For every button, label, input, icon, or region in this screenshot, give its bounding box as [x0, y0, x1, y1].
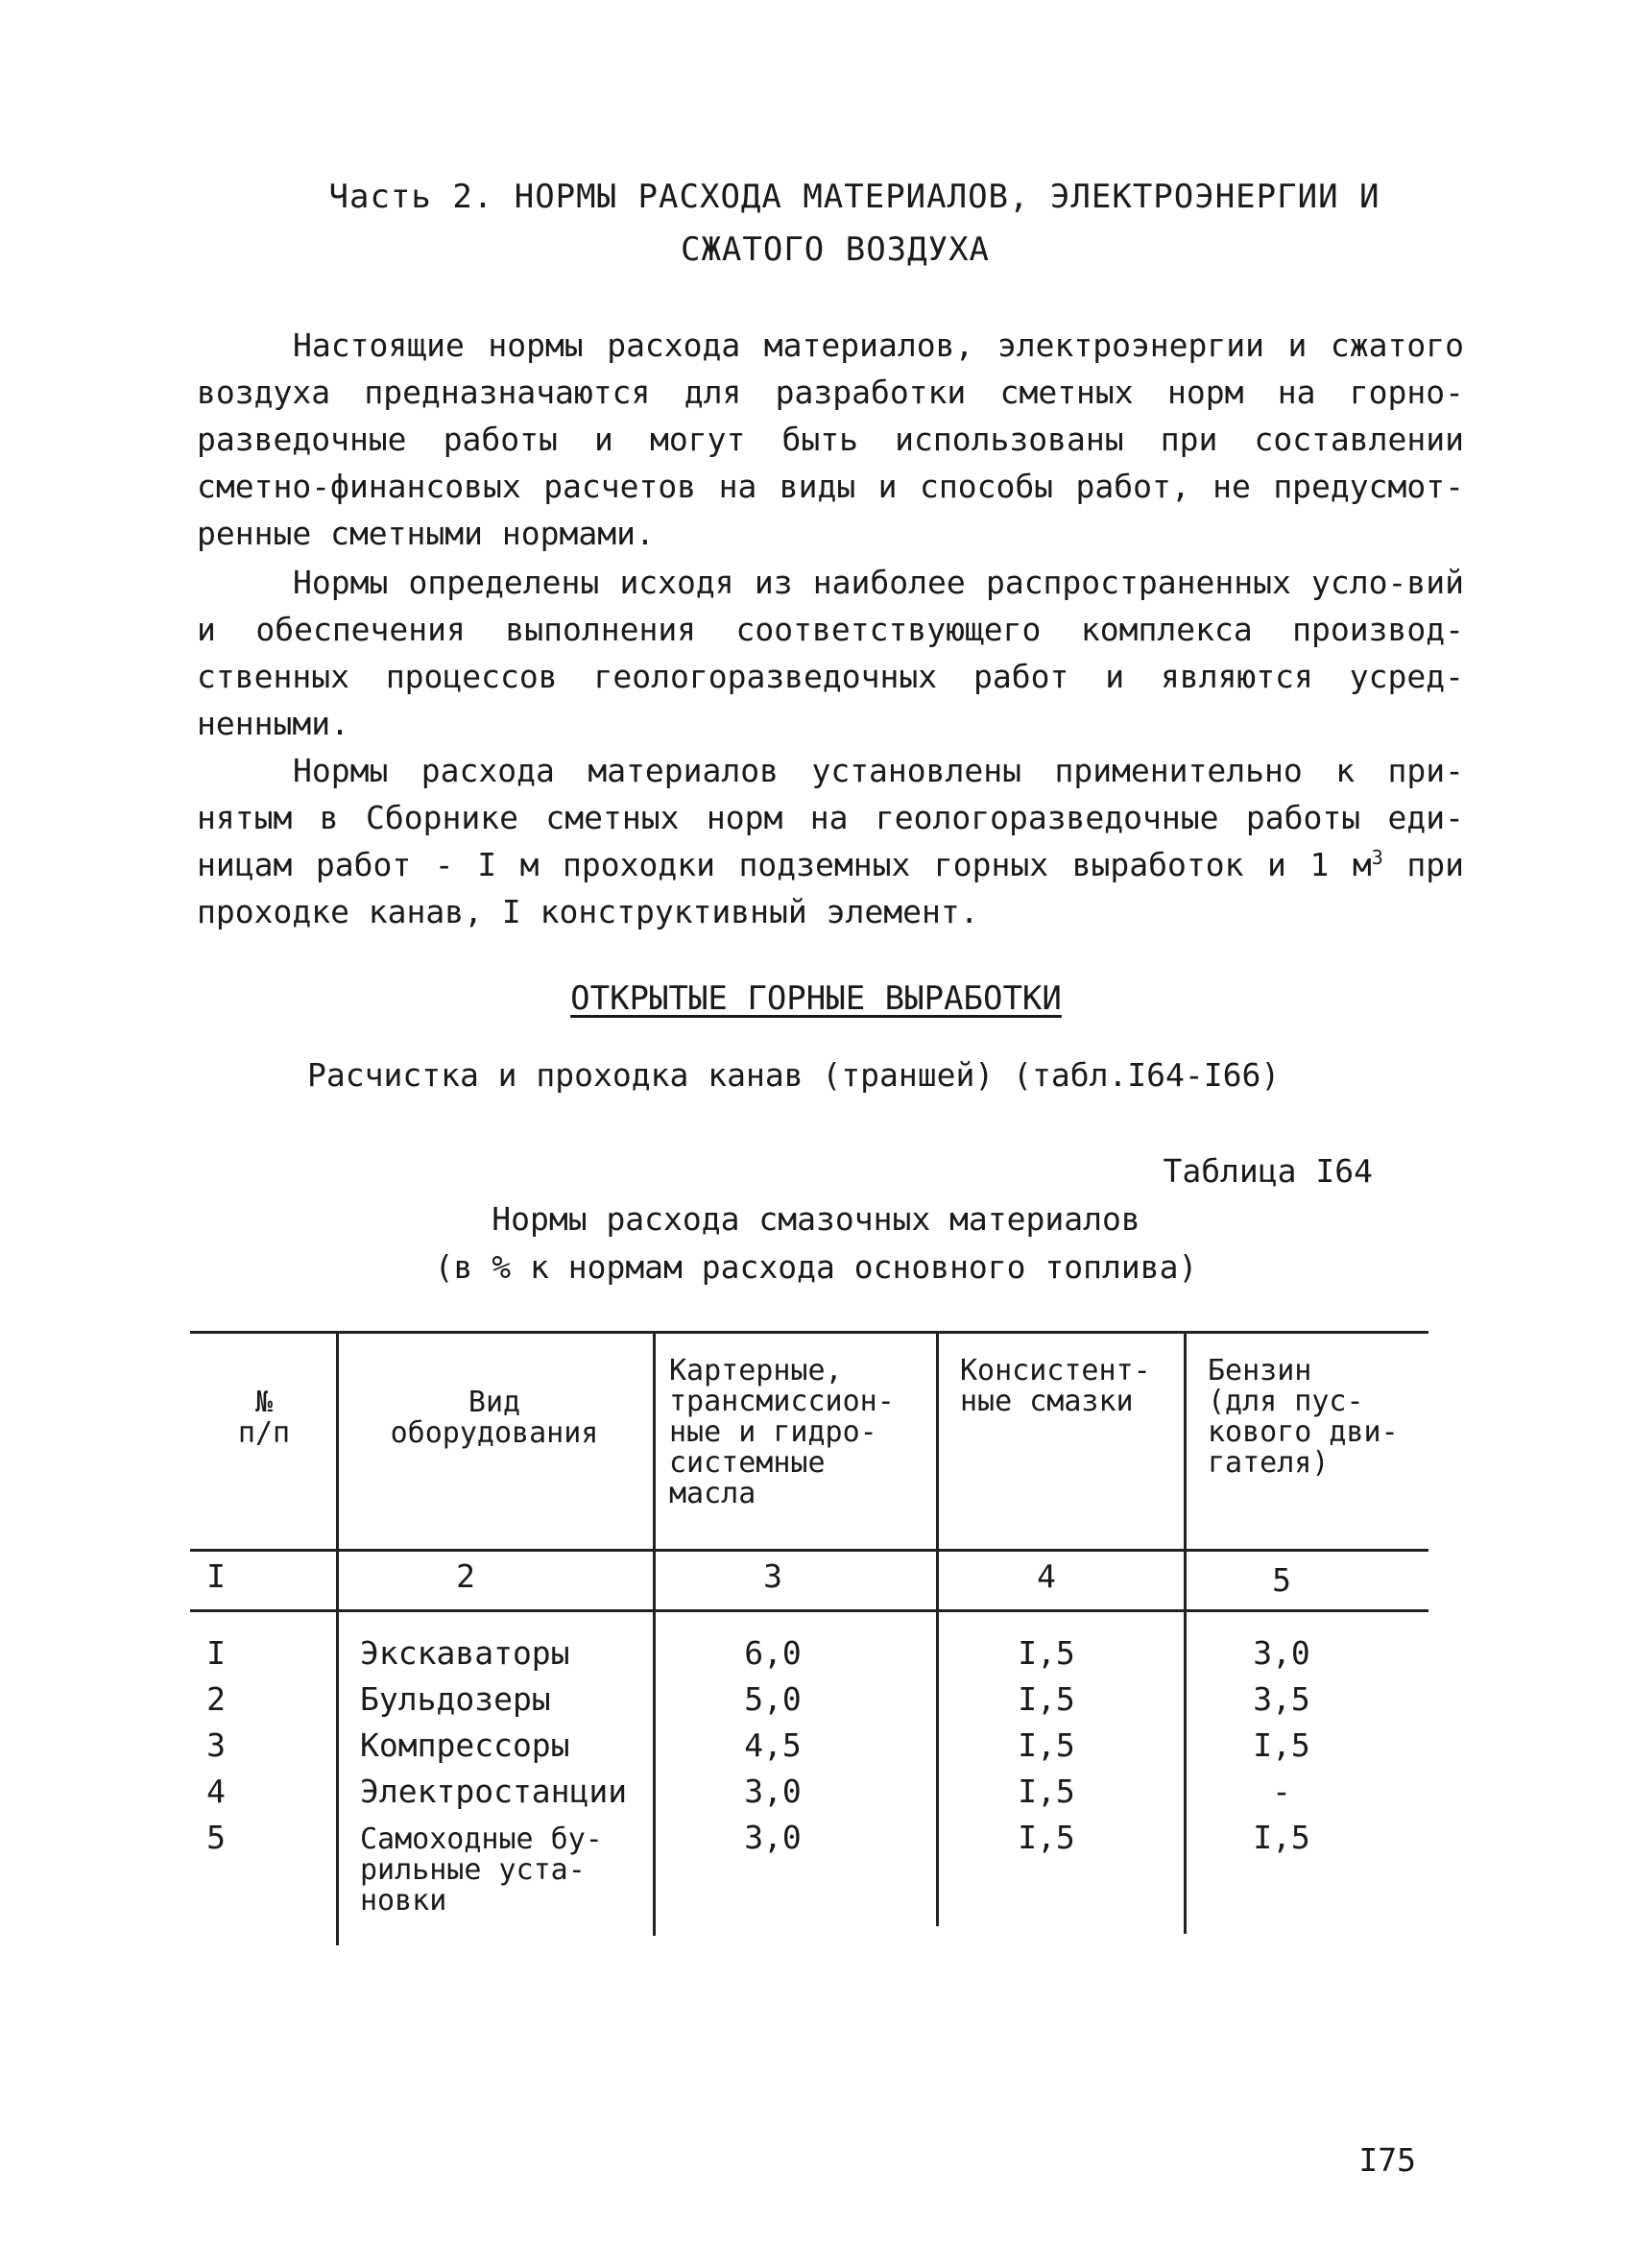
header-number: № п/п	[237, 1386, 291, 1450]
row-number: 4	[206, 1773, 226, 1810]
table-col-divider	[1184, 1331, 1187, 1934]
greases-value: I,5	[1018, 1819, 1075, 1856]
paragraph-3-text: Нормы расхода материалов установлены применительно к при-нятым в Сборнике сметных норм на геологоразведочные работы еди-ницам работ - I м проходки подземных горных выработок и 1 м	[197, 752, 1464, 883]
table-colnum-rule	[190, 1609, 1428, 1612]
equipment-name: Бульдозеры	[360, 1680, 551, 1718]
page-number: I75	[1358, 2141, 1416, 2179]
petrol-value: 3,5	[1253, 1680, 1310, 1718]
equipment-name: Компрессоры	[360, 1726, 570, 1764]
row-number: I	[206, 1634, 226, 1672]
row-number: 5	[206, 1819, 226, 1856]
part-title-line1: Часть 2. НОРМЫ РАСХОДА МАТЕРИАЛОВ, ЭЛЕКТРОЭНЕРГИИ И	[328, 178, 1380, 216]
superscript-3: 3	[1371, 846, 1383, 869]
greases-value: I,5	[1018, 1680, 1075, 1718]
part-title-line2: СЖАТОГО ВОЗДУХА	[680, 230, 991, 269]
greases-value: I,5	[1018, 1726, 1075, 1764]
col-number-2: 2	[456, 1557, 475, 1595]
subsection-heading: Расчистка и проходка канав (траншей) (табл.I64-I66)	[307, 1056, 1281, 1094]
paragraph-3-text-end: при проходке канав, I конструктивный элемент.	[197, 846, 1464, 930]
petrol-value: 3,0	[1253, 1634, 1310, 1672]
table-header-rule	[190, 1549, 1428, 1552]
col-number-1: I	[206, 1557, 226, 1595]
equipment-name: Электростанции	[360, 1773, 628, 1810]
oils-value: 5,0	[744, 1680, 802, 1718]
table-caption: Нормы расхода смазочных материалов	[492, 1200, 1140, 1238]
row-number: 2	[206, 1680, 226, 1718]
greases-value: I,5	[1018, 1773, 1075, 1810]
oils-value: 3,0	[744, 1773, 802, 1810]
header-petrol: Бензин (для пус- кового дви- гателя)	[1208, 1354, 1399, 1480]
paragraph-2	[197, 559, 1464, 747]
equipment-name: Экскаваторы	[360, 1634, 570, 1672]
table-top-rule	[190, 1331, 1428, 1334]
paragraph-1	[197, 322, 1464, 557]
paragraph-2-text: Нормы определены исходя из наиболее распространенных усло-вий и обеспечения выполнения соответствующего комплекса производ-ственных процессов геологоразведочных работ и являются усред-ненными.	[197, 564, 1464, 742]
header-equipment: Вид оборудования	[390, 1386, 599, 1450]
oils-value: 3,0	[744, 1819, 802, 1856]
petrol-value: -	[1272, 1773, 1291, 1810]
equipment-name: Самоходные бу- рильные уста- новки	[360, 1822, 603, 1918]
section-heading: ОТКРЫТЫЕ ГОРНЫЕ ВЫРАБОТКИ	[570, 979, 1062, 1018]
header-greases: Консистент- ные смазки	[960, 1354, 1151, 1418]
row-number: 3	[206, 1726, 226, 1764]
table-col-divider	[653, 1331, 656, 1936]
petrol-value: I,5	[1253, 1726, 1310, 1764]
col-number-4: 4	[1037, 1557, 1056, 1595]
paragraph-3	[197, 747, 1464, 935]
greases-value: I,5	[1018, 1634, 1075, 1672]
oils-value: 6,0	[744, 1634, 802, 1672]
oils-value: 4,5	[744, 1726, 802, 1764]
col-number-3: 3	[763, 1557, 782, 1595]
col-number-5: 5	[1272, 1561, 1291, 1599]
table-number: Таблица I64	[1163, 1152, 1373, 1190]
table-col-divider	[336, 1331, 339, 1945]
table-caption-units: (в % к нормам расхода основного топлива)	[434, 1248, 1198, 1286]
header-oils: Картерные, трансмиссион- ные и гидро- системные масла	[669, 1354, 895, 1510]
paragraph-1-text: Настоящие нормы расхода материалов, электроэнергии и сжатого воздуха предназначаются для разработки сметных норм на горно-разведочные работы и могут быть использованы при составлении сметно-финансовых расчетов на виды и способы работ, не предусмот-ренные сметными нормами.	[197, 326, 1464, 552]
petrol-value: I,5	[1253, 1819, 1310, 1856]
